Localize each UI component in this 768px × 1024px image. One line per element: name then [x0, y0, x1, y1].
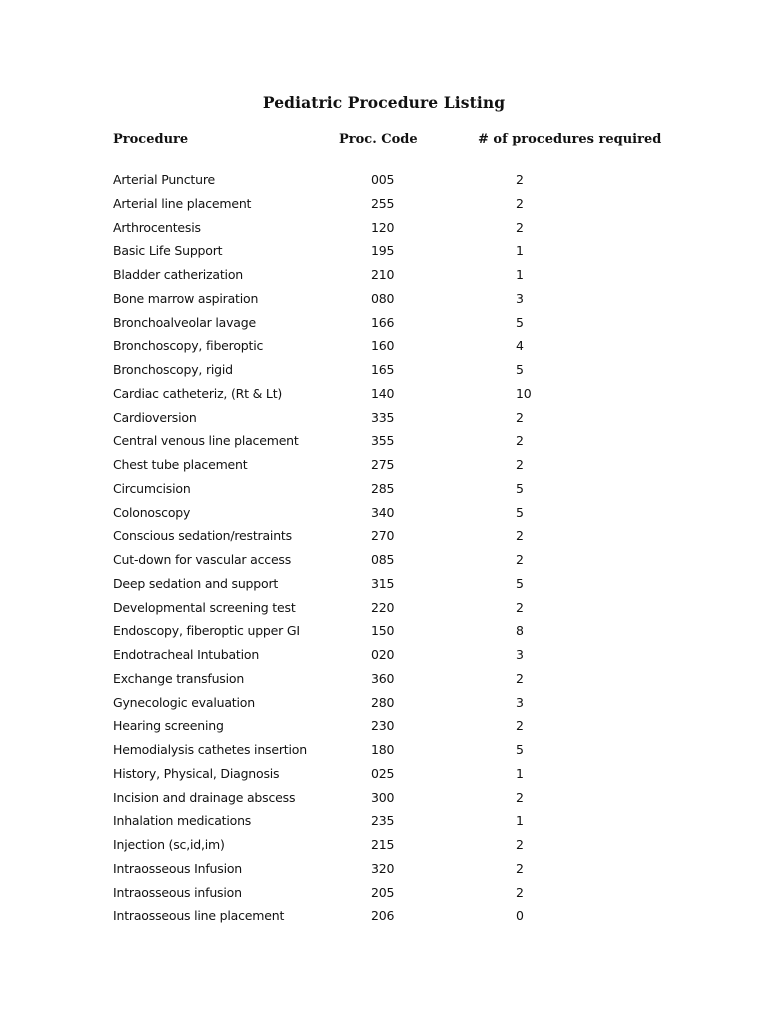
procedure-name: Circumcision — [113, 480, 191, 496]
document-title: Pediatric Procedure Listing — [262, 93, 506, 112]
table-row — [0, 503, 768, 527]
procedure-code: 140 — [371, 385, 395, 401]
procedure-code: 270 — [371, 528, 395, 544]
procedures-required-count: 3 — [516, 290, 524, 306]
procedures-required-count: 2 — [516, 670, 524, 686]
procedure-name: Bronchoscopy, fiberoptic — [113, 338, 264, 354]
procedures-required-count: 5 — [516, 480, 524, 496]
procedure-code: 275 — [371, 457, 395, 472]
procedure-code: 280 — [371, 694, 395, 710]
procedure-code: 206 — [371, 908, 395, 924]
table-row — [0, 811, 768, 835]
procedure-code: 320 — [371, 860, 395, 876]
procedures-required-count: 2 — [516, 195, 524, 211]
procedure-name: Hemodialysis cathetes insertion — [113, 742, 307, 757]
procedures-required-count: 4 — [516, 338, 524, 354]
procedure-name: Inhalation medications — [113, 813, 252, 829]
procedures-required-count: 3 — [516, 647, 524, 662]
procedures-required-count: 2 — [516, 599, 524, 615]
procedure-code: 160 — [371, 338, 395, 354]
procedure-name: Exchange transfusion — [113, 670, 245, 686]
procedures-required-count: 2 — [516, 552, 524, 567]
procedures-required-count: 1 — [516, 267, 524, 282]
table-row — [0, 336, 768, 360]
procedure-name: Gynecologic evaluation — [113, 694, 255, 710]
table-row — [0, 740, 768, 764]
table-row — [0, 598, 768, 622]
procedure-code: 166 — [371, 314, 395, 330]
procedure-code: 335 — [371, 409, 395, 425]
procedure-code: 230 — [371, 718, 395, 734]
table-row — [0, 835, 768, 859]
procedures-required-count: 2 — [516, 718, 524, 734]
procedure-name: Bladder catherization — [113, 267, 244, 282]
table-row — [0, 455, 768, 479]
table-row — [0, 170, 768, 194]
procedure-name: Cardiac catheteriz, (Rt & Lt) — [113, 385, 283, 401]
procedure-name: Endoscopy, fiberoptic upper GI — [113, 623, 300, 639]
procedure-code: 210 — [371, 267, 395, 282]
procedures-required-count: 5 — [516, 742, 524, 757]
procedure-name: Conscious sedation/restraints — [113, 528, 292, 544]
table-row — [0, 431, 768, 455]
procedure-code: 300 — [371, 789, 395, 805]
procedure-name: Colonoscopy — [113, 504, 191, 520]
procedure-code: 220 — [371, 599, 395, 615]
procedures-required-count: 2 — [516, 409, 524, 425]
procedure-code: 180 — [371, 742, 395, 757]
procedure-code: 120 — [371, 219, 395, 235]
procedure-code: 195 — [371, 243, 395, 259]
table-header — [0, 132, 768, 152]
procedure-name: History, Physical, Diagnosis — [113, 765, 280, 781]
procedures-required-count: 1 — [516, 813, 524, 829]
table-row — [0, 621, 768, 645]
procedure-code: 005 — [371, 172, 395, 187]
procedure-name: Basic Life Support — [113, 243, 223, 259]
procedure-name: Bronchoscopy, rigid — [113, 362, 233, 377]
procedure-name: Central venous line placement — [113, 433, 299, 449]
procedures-required-count: 1 — [516, 243, 524, 259]
procedures-required-count: 2 — [516, 837, 524, 852]
table-row — [0, 218, 768, 242]
table-row — [0, 716, 768, 740]
table-row — [0, 265, 768, 289]
procedure-name: Cut-down for vascular access — [113, 552, 292, 567]
header-procedures-required: # of procedures required — [478, 132, 662, 147]
table-row — [0, 360, 768, 384]
procedure-name: Incision and drainage abscess — [113, 789, 296, 805]
procedures-required-count: 2 — [516, 457, 524, 472]
procedures-required-count: 5 — [516, 314, 524, 330]
procedure-code: 255 — [371, 195, 395, 211]
procedure-name: Cardioversion — [113, 409, 197, 425]
procedure-code: 340 — [371, 504, 395, 520]
table-row — [0, 764, 768, 788]
procedure-name: Chest tube placement — [113, 457, 248, 472]
table-row — [0, 883, 768, 907]
procedure-code: 085 — [371, 552, 395, 567]
procedure-name: Arthrocentesis — [113, 219, 201, 235]
header-proc-code: Proc. Code — [339, 132, 418, 147]
procedure-name: Developmental screening test — [113, 599, 296, 615]
procedure-code: 360 — [371, 670, 395, 686]
procedure-code: 205 — [371, 884, 395, 900]
procedure-code: 235 — [371, 813, 395, 829]
procedure-code: 020 — [371, 647, 395, 662]
procedure-name: Bronchoalveolar lavage — [113, 314, 256, 330]
procedures-required-count: 3 — [516, 694, 524, 710]
procedures-required-count: 0 — [516, 908, 524, 924]
table-row — [0, 574, 768, 598]
procedures-required-count: 5 — [516, 504, 524, 520]
table-row — [0, 669, 768, 693]
table-row — [0, 479, 768, 503]
procedures-required-count: 10 — [516, 385, 532, 401]
procedure-name: Intraosseous infusion — [113, 884, 242, 900]
procedures-required-count: 5 — [516, 362, 524, 377]
table-row — [0, 906, 768, 930]
procedure-code: 355 — [371, 433, 395, 449]
procedures-required-count: 2 — [516, 172, 524, 187]
procedure-name: Endotracheal Intubation — [113, 647, 260, 662]
table-row — [0, 645, 768, 669]
procedure-name: Hearing screening — [113, 718, 224, 734]
procedures-required-count: 5 — [516, 575, 524, 591]
procedure-name: Arterial Puncture — [113, 172, 216, 187]
procedure-code: 165 — [371, 362, 395, 377]
procedure-table — [0, 170, 768, 930]
procedure-name: Arterial line placement — [113, 195, 252, 211]
table-row — [0, 693, 768, 717]
procedure-code: 315 — [371, 575, 395, 591]
procedure-code: 025 — [371, 765, 395, 781]
table-row — [0, 408, 768, 432]
procedures-required-count: 1 — [516, 765, 524, 781]
procedure-code: 150 — [371, 623, 395, 639]
procedure-code: 215 — [371, 837, 395, 852]
table-row — [0, 550, 768, 574]
procedure-name: Bone marrow aspiration — [113, 290, 259, 306]
procedures-required-count: 2 — [516, 884, 524, 900]
procedures-required-count: 8 — [516, 623, 524, 639]
procedures-required-count: 2 — [516, 433, 524, 449]
procedure-name: Intraosseous line placement — [113, 908, 285, 924]
procedures-required-count: 2 — [516, 219, 524, 235]
table-row — [0, 788, 768, 812]
table-row — [0, 313, 768, 337]
procedures-required-count: 2 — [516, 860, 524, 876]
table-row — [0, 289, 768, 313]
procedure-name: Deep sedation and support — [113, 575, 279, 591]
procedures-required-count: 2 — [516, 528, 524, 544]
procedure-code: 285 — [371, 480, 395, 496]
table-row — [0, 194, 768, 218]
table-row — [0, 384, 768, 408]
header-procedure: Procedure — [113, 132, 189, 147]
procedure-name: Intraosseous Infusion — [113, 860, 243, 876]
table-row — [0, 526, 768, 550]
table-row — [0, 241, 768, 265]
procedure-name: Injection (sc,id,im) — [113, 837, 225, 852]
procedure-code: 080 — [371, 290, 395, 306]
procedures-required-count: 2 — [516, 789, 524, 805]
table-row — [0, 859, 768, 883]
